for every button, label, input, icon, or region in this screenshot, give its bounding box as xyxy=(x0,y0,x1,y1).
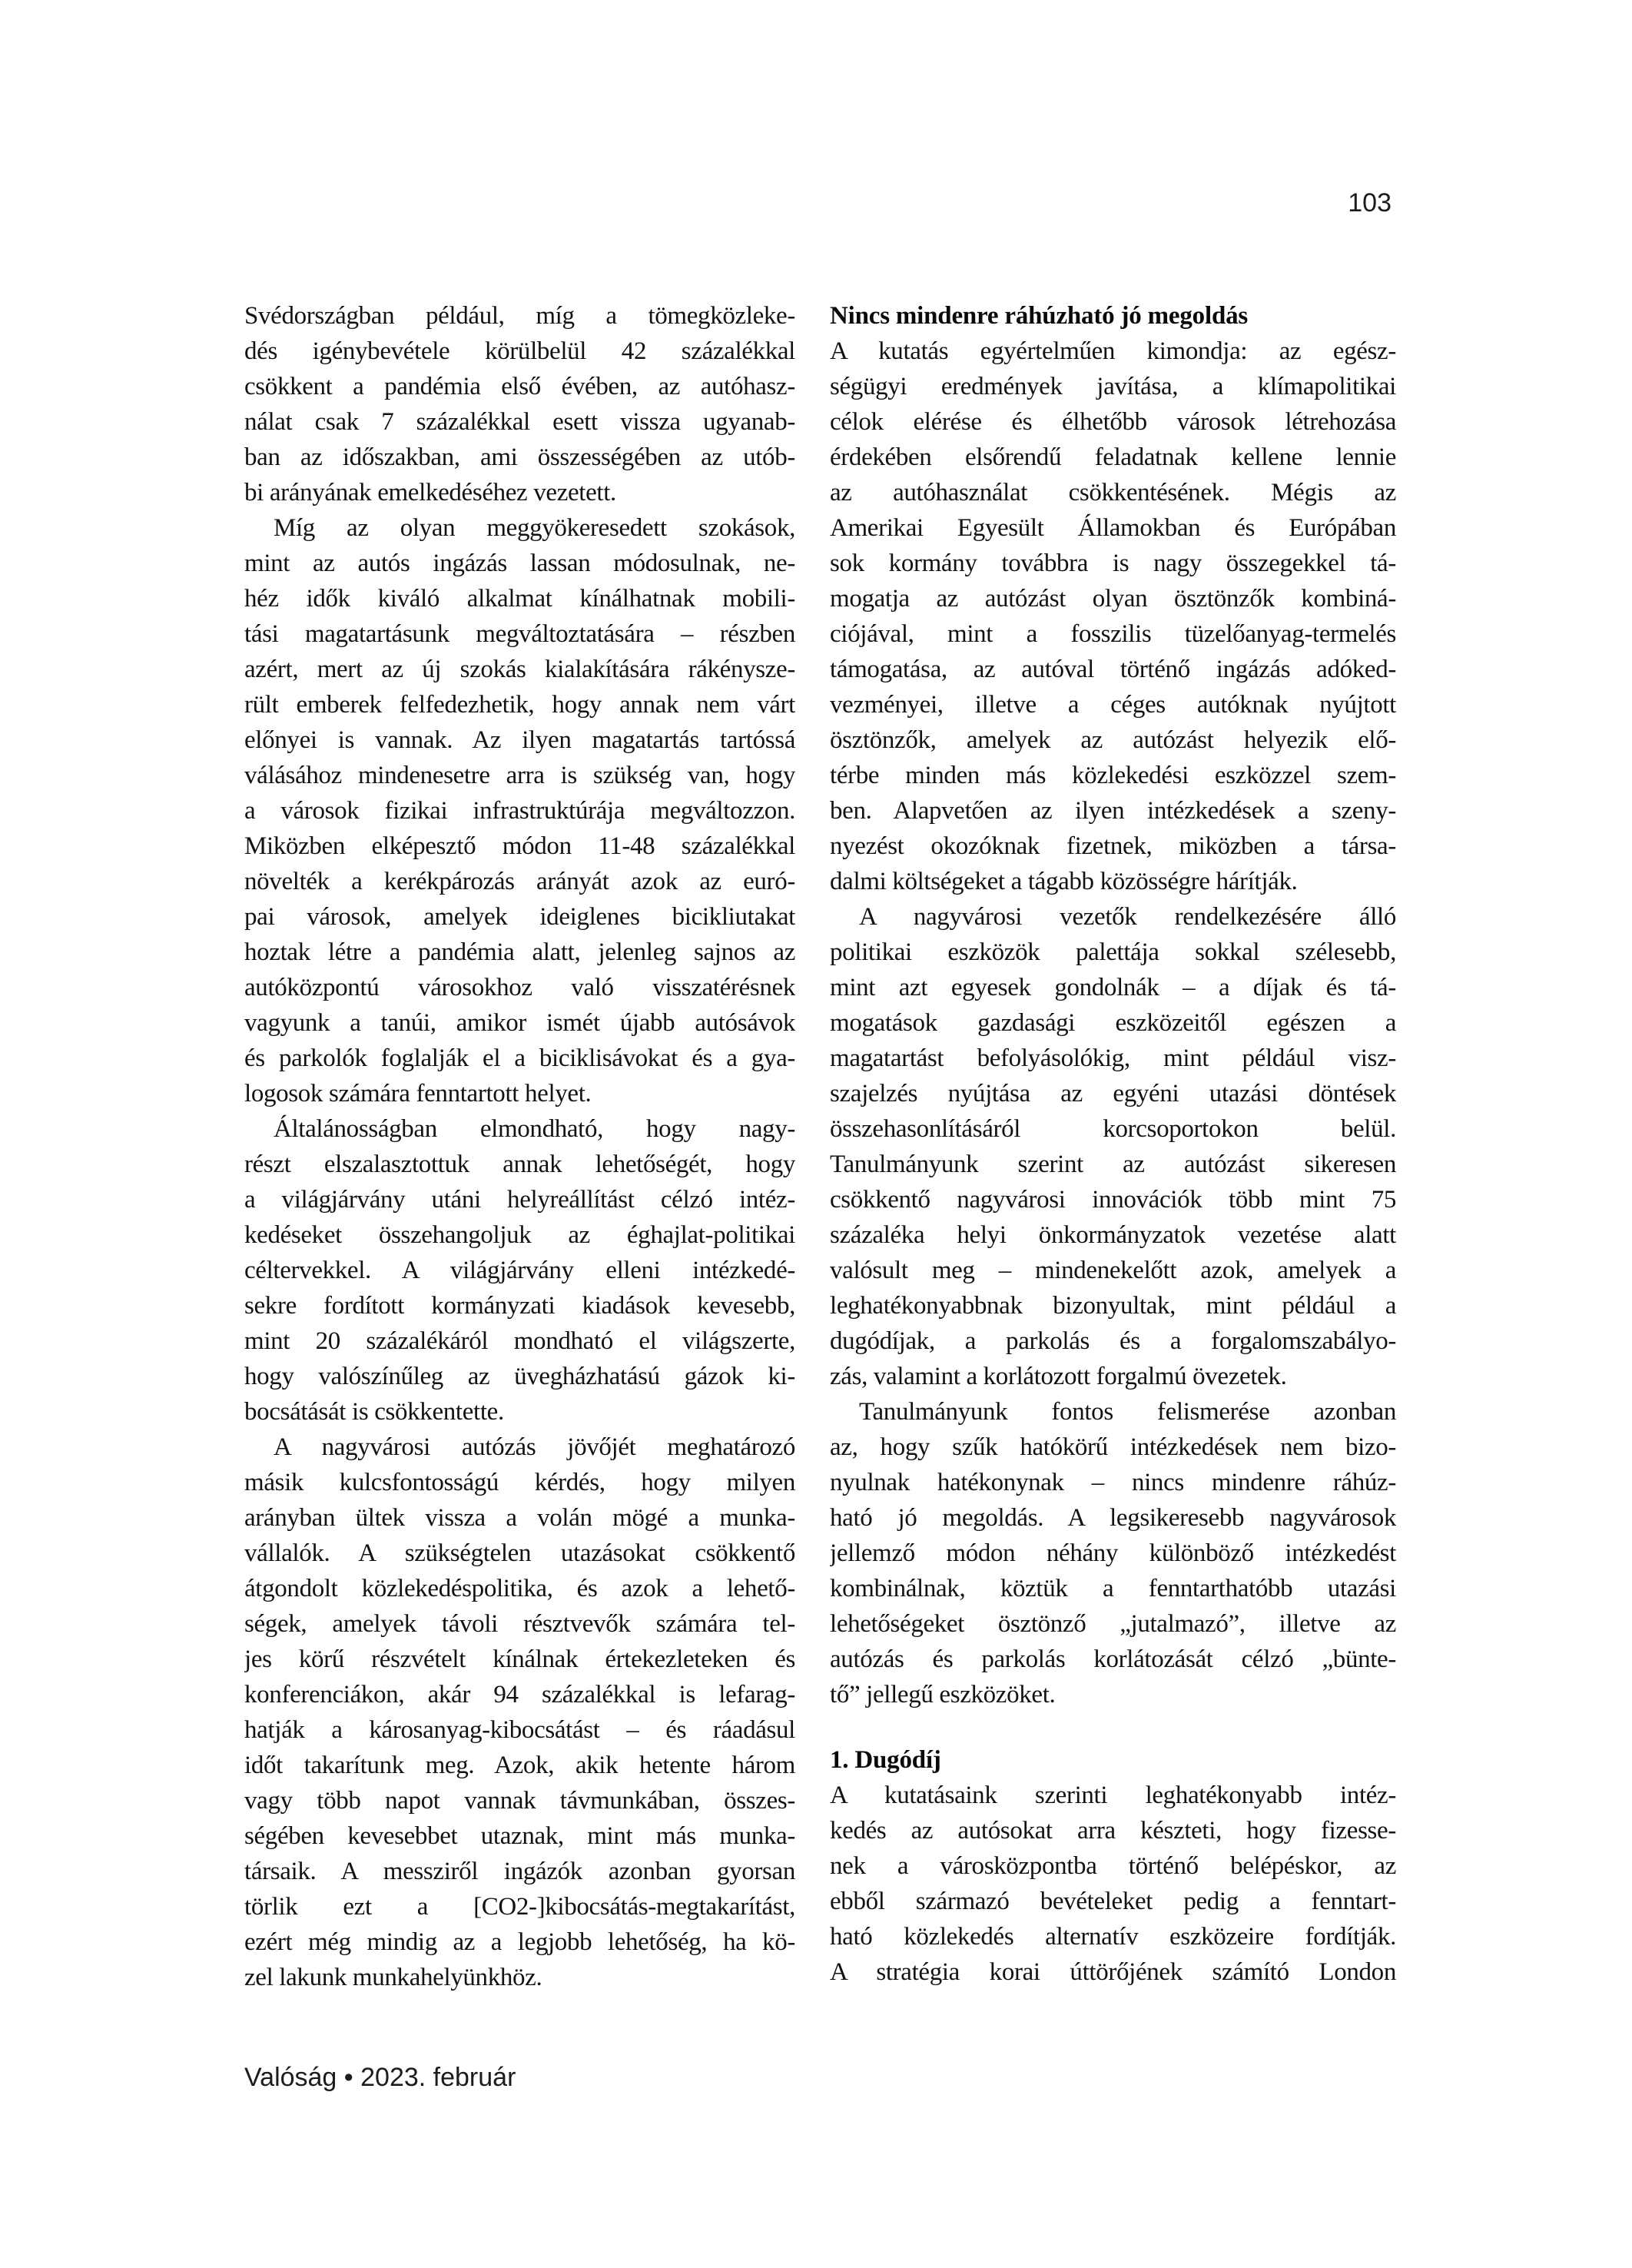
text-line: pai városok, amelyek ideiglenes bicikliutakat xyxy=(244,903,795,931)
text-line: Amerikai Egyesült Államokban és Európában xyxy=(830,514,1396,542)
text-line: hoztak létre a pandémia alatt, jelenleg sajnos az xyxy=(244,938,795,966)
text-line: nyulnak hatékonynak – nincs mindenre ráhúz- xyxy=(830,1469,1396,1496)
text-line: átgondolt közlekedéspolitika, és azok a lehető- xyxy=(244,1575,795,1602)
text-line: összehasonlításáról korcsoportokon belül. xyxy=(830,1115,1396,1143)
text-line: csökkent a pandémia első évében, az autóhasz- xyxy=(244,373,795,400)
text-line: politikai eszközök palettája sokkal szélesebb, xyxy=(830,938,1396,966)
paragraph xyxy=(830,1778,1396,1990)
text-line: dés igénybevétele körülbelül 42 százalékkal xyxy=(244,337,795,365)
paragraph xyxy=(830,899,1396,1394)
text-line: zás, valamint a korlátozott forgalmú övezetek. xyxy=(830,1363,1287,1390)
text-line: mint azt egyesek gondolnák – a díjak és tá- xyxy=(830,974,1396,1001)
text-line: ségügyi eredmények javítása, a klímapolitikai xyxy=(830,373,1396,400)
text-line: ezért még mindig az a legjobb lehetőség, ha kö- xyxy=(244,1928,795,1956)
paragraph xyxy=(244,1111,795,1430)
text-line: A nagyvárosi autózás jövőjét meghatározó xyxy=(274,1433,795,1461)
text-line: céltervekkel. A világjárvány elleni intézkedé- xyxy=(244,1257,795,1284)
text-line: az, hogy szűk hatókörű intézkedések nem bizo- xyxy=(830,1433,1396,1461)
text-line: magatartást befolyásolókig, mint például visz- xyxy=(830,1044,1396,1072)
text-line: tási magatartásunk megváltoztatására – részben xyxy=(244,620,795,648)
text-line: vezményei, illetve a céges autóknak nyújtott xyxy=(830,691,1396,719)
text-line: kedés az autósokat arra készteti, hogy fizesse- xyxy=(830,1817,1396,1845)
text-line: azért, mert az új szokás kialakítására rákénysze- xyxy=(244,656,795,683)
text-line: lehetőségeket ösztönző „jutalmazó”, illetve az xyxy=(830,1610,1396,1638)
text-line: támogatása, az autóval történő ingázás adóked- xyxy=(830,656,1396,683)
text-line: vagy több napot vannak távmunkában, összes- xyxy=(244,1787,795,1815)
text-line: társaik. A messziről ingázók azonban gyorsan xyxy=(244,1858,795,1885)
text-line: vagyunk a tanúi, amikor ismét újabb autósávok xyxy=(244,1009,795,1037)
text-line: ösztönzők, amelyek az autózást helyezik elő- xyxy=(830,726,1396,754)
text-line: mogatja az autózást olyan ösztönzők kombiná- xyxy=(830,585,1396,613)
text-line: nek a városközpontba történő belépéskor, az xyxy=(830,1852,1396,1880)
text-line: Svédországban például, míg a tömegközleke- xyxy=(244,302,795,330)
text-line: A kutatás egyértelműen kimondja: az egész- xyxy=(830,337,1396,365)
text-line: Miközben elképesztő módon 11-48 százalékkal xyxy=(244,832,795,860)
text-line: a világjárvány utáni helyreállítást célzó intéz- xyxy=(244,1186,795,1214)
journal-footer: Valóság • 2023. február xyxy=(244,2063,516,2092)
text-line: előnyei is vannak. Az ilyen magatartás tartóssá xyxy=(244,726,795,754)
text-line: és parkolók foglalják el a biciklisávokat és a gya- xyxy=(244,1044,795,1072)
text-line: az autóhasználat csökkentésének. Mégis az xyxy=(830,479,1396,506)
text-line: mint 20 százalékáról mondható el világszerte, xyxy=(244,1327,795,1355)
text-line: ható közlekedés alternatív eszközeire fordítják. xyxy=(830,1923,1396,1951)
text-line: százaléka helyi önkormányzatok vezetése alatt xyxy=(830,1221,1396,1249)
text-line: jellemző módon néhány különböző intézkedést xyxy=(830,1539,1396,1567)
paragraph xyxy=(244,298,795,510)
paragraph xyxy=(244,1430,795,1995)
text-line: érdekében elsőrendű feladatnak kellene lennie xyxy=(830,443,1396,471)
text-line: ben. Alapvetően az ilyen intézkedések a szeny- xyxy=(830,797,1396,825)
text-line: A nagyvárosi vezetők rendelkezésére álló xyxy=(859,903,1396,931)
paragraph xyxy=(830,334,1396,899)
text-line: bocsátását is csökkentette. xyxy=(244,1398,504,1426)
text-line: részt elszalasztottuk annak lehetőségét, hogy xyxy=(244,1151,795,1178)
text-line: mint az autós ingázás lassan módosulnak, ne- xyxy=(244,550,795,577)
text-line: dugódíjak, a parkolás és a forgalomszabályo- xyxy=(830,1327,1396,1355)
text-line: Tanulmányunk fontos felismerése azonban xyxy=(859,1398,1396,1426)
text-line: bi arányának emelkedéséhez vezetett. xyxy=(244,479,616,506)
text-line: autóközpontú városokhoz való visszatérésnek xyxy=(244,974,795,1001)
text-line: térbe minden más közlekedési eszközzel szem- xyxy=(830,762,1396,789)
text-line: szajelzés nyújtása az egyéni utazási döntések xyxy=(830,1080,1396,1107)
text-line: növelték a kerékpározás arányát azok az euró- xyxy=(244,868,795,895)
text-line: logosok számára fenntartott helyet. xyxy=(244,1080,592,1107)
text-line: héz idők kiváló alkalmat kínálhatnak mobili- xyxy=(244,585,795,613)
text-line: leghatékonyabbnak bizonyultak, mint például a xyxy=(830,1292,1396,1320)
left-column xyxy=(244,298,795,1995)
text-line: konferenciákon, akár 94 százalékkal is lefarag- xyxy=(244,1681,795,1708)
right-column xyxy=(830,298,1396,1990)
text-line: a városok fizikai infrastruktúrája megváltozzon. xyxy=(244,797,795,825)
text-line: kombinálnak, köztük a fenntarthatóbb utazási xyxy=(830,1575,1396,1602)
text-line: célok elérése és élhetőbb városok létrehozása xyxy=(830,408,1396,436)
text-line: kedéseket összehangoljuk az éghajlat-politikai xyxy=(244,1221,795,1249)
text-line: ségek, amelyek távoli résztvevők számára tel- xyxy=(244,1610,795,1638)
text-line: ban az időszakban, ami összességében az utób- xyxy=(244,443,795,471)
paragraph xyxy=(244,510,795,1111)
text-line: jes körű részvételt kínálnak értekezleteken és xyxy=(244,1645,795,1673)
text-line: arányban ültek vissza a volán mögé a munka- xyxy=(244,1504,795,1532)
text-line: ciójával, mint a fosszilis tüzelőanyag-termelés xyxy=(830,620,1396,648)
text-line: hatják a károsanyag-kibocsátást – és ráadásul xyxy=(244,1716,795,1744)
text-line: vállalók. A szükségtelen utazásokat csökkentő xyxy=(244,1539,795,1567)
text-line: ható jó megoldás. A legsikeresebb nagyvárosok xyxy=(830,1504,1396,1532)
text-line: törlik ezt a [CO2-]kibocsátás-megtakarítást, xyxy=(244,1893,795,1921)
text-line: A stratégia korai úttörőjének számító London xyxy=(830,1958,1396,1986)
section-heading: 1. Dugódíj xyxy=(830,1746,941,1774)
text-line: sok kormány továbbra is nagy összegekkel tá- xyxy=(830,550,1396,577)
text-line: nyezést okozóknak fizetnek, miközben a társa- xyxy=(830,832,1396,860)
text-line: hogy valószínűleg az üvegházhatású gázok ki- xyxy=(244,1363,795,1390)
text-line: ebből származó bevételeket pedig a fenntart- xyxy=(830,1888,1396,1915)
text-line: másik kulcsfontosságú kérdés, hogy milyen xyxy=(244,1469,795,1496)
text-line: ségében kevesebbet utaznak, mint más munka- xyxy=(244,1822,795,1850)
section-heading: Nincs mindenre ráhúzható jó megoldás xyxy=(830,302,1249,330)
text-line: Általánosságban elmondható, hogy nagy- xyxy=(274,1115,795,1143)
text-line: rült emberek felfedezhetik, hogy annak nem várt xyxy=(244,691,795,719)
text-line: nálat csak 7 százalékkal esett vissza ugyanab- xyxy=(244,408,795,436)
page-number: 103 xyxy=(1348,188,1392,218)
text-line: válásához mindenesetre arra is szükség van, hogy xyxy=(244,762,795,789)
text-line: zel lakunk munkahelyünkhöz. xyxy=(244,1964,542,1991)
text-line: csökkentő nagyvárosi innovációk több mint 75 xyxy=(830,1186,1396,1214)
text-line: időt takarítunk meg. Azok, akik hetente három xyxy=(244,1752,795,1779)
text-line: autózás és parkolás korlátozását célzó „bünte- xyxy=(830,1645,1396,1673)
text-line: Tanulmányunk szerint az autózást sikeresen xyxy=(830,1151,1396,1178)
text-line: Míg az olyan meggyökeresedett szokások, xyxy=(274,514,795,542)
text-line: valósult meg – mindenekelőtt azok, amelyek a xyxy=(830,1257,1396,1284)
text-line: dalmi költségeket a tágabb közösségre hárítják. xyxy=(830,868,1298,895)
text-line: A kutatásaink szerinti leghatékonyabb intéz- xyxy=(830,1782,1396,1809)
text-line: sekre fordított kormányzati kiadások kevesebb, xyxy=(244,1292,795,1320)
text-line: mogatások gazdasági eszközeitől egészen a xyxy=(830,1009,1396,1037)
text-line: tő” jellegű eszközöket. xyxy=(830,1681,1056,1708)
paragraph xyxy=(830,1394,1396,1712)
